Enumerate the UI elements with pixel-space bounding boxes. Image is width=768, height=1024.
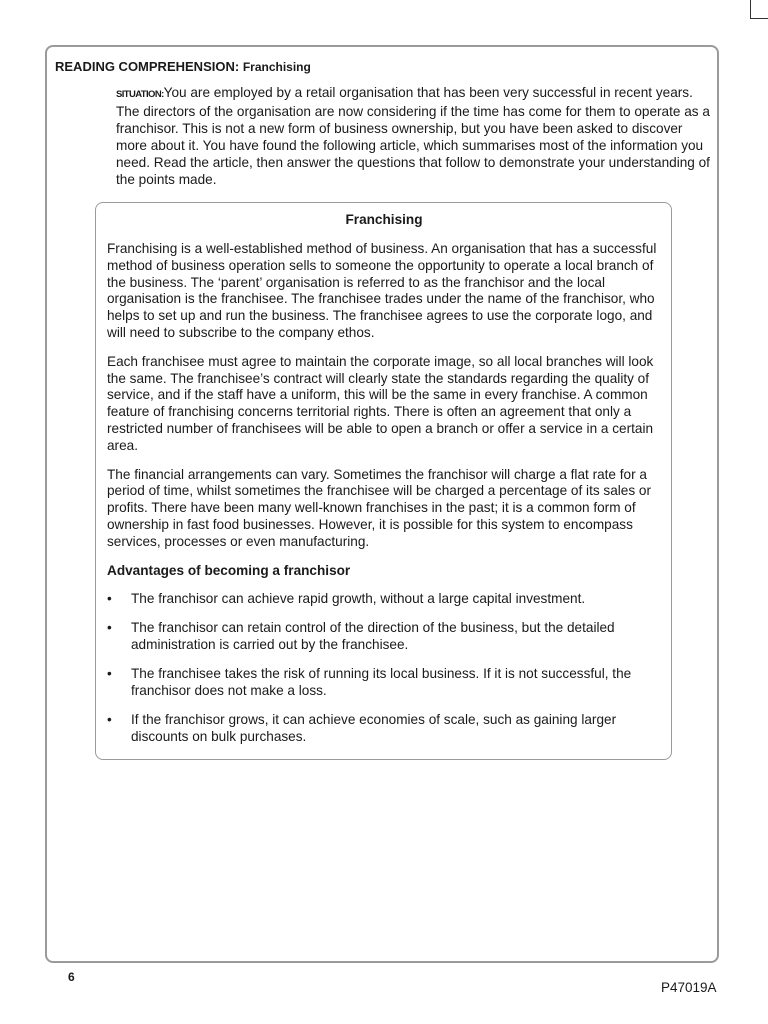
crop-mark-horizontal: [750, 18, 768, 19]
bullet-icon: •: [107, 665, 112, 681]
bullet-icon: •: [107, 619, 112, 635]
article-title: Franchising: [345, 212, 423, 227]
section-heading: [55, 59, 311, 74]
list-item-text: The franchisee takes the risk of running its local business. If it is not successful, the franchisor does not make a loss.: [131, 665, 632, 698]
list-item: [107, 665, 661, 699]
section-topic: Franchising: [242, 60, 311, 74]
list-item: [107, 711, 661, 745]
advantages-heading: Advantages of becoming a franchisor: [107, 562, 351, 578]
section-label: READING COMPREHENSION:: [55, 59, 240, 74]
list-item-text: The franchisor can retain control of the direction of the business, but the detailed administration is carried out by the franchisee.: [131, 619, 615, 652]
bullet-icon: •: [107, 590, 112, 606]
article-paragraph: The financial arrangements can vary. Sometimes the franchisor will charge a flat rate for a period of time, whilst sometimes the franchisee will be charged a percentage of its sales or profits. There have been many well-known franchises in the past; it is a common form of ownership in fast food businesses. However, it is possible for this system to encompass services, processes or even manufacturing.: [107, 466, 652, 549]
list-item: [107, 619, 661, 653]
article-paragraph: Franchising is a well-established method of business. An organisation that has a successful method of business operation sells to someone the opportunity to operate a local branch of the business. The ‘parent’ organisation is referred to as the franchisor and the local organisation is the franchisee. The franchisee trades under the name of the franchisor, who helps to set up and run the business. The franchisee agrees to use the corporate logo, and will need to subscribe to the company ethos.: [107, 241, 657, 340]
article-box: [95, 202, 672, 760]
document-code: P47019A: [661, 980, 717, 995]
bullet-icon: •: [107, 711, 112, 727]
list-item-text: The franchisor can achieve rapid growth, without a large capital investment.: [131, 590, 586, 606]
situation-text: You are employed by a retail organisation that has been very successful in recent years. The directors of the organisation are now considering if the time has come for them to operate as a franchisor. This is not a new form of business ownership, but you have been asked to discover more about it. You have found the following article, which summarises most of the information you need. Read the article, then answer the questions that follow to demonstrate your understanding of the points made.: [116, 85, 710, 188]
crop-mark-vertical: [750, 0, 751, 18]
page-number: 6: [68, 970, 75, 984]
article-paragraph: Each franchisee must agree to maintain the corporate image, so all local branches will look the same. The franchisee’s contract will clearly state the standards regarding the quality of service, and if the staff have a uniform, this will be the same in every franchise. A common feature of franchising concerns territorial rights. There is often an agreement that only a restricted number of franchisees will be able to open a branch or offer a service in a certain area.: [107, 353, 654, 453]
list-item: [107, 590, 661, 607]
situation-paragraph: [116, 84, 712, 189]
situation-label: SITUATION:: [116, 89, 164, 100]
list-item-text: If the franchisor grows, it can achieve economies of scale, such as gaining larger discounts on bulk purchases.: [131, 711, 617, 744]
advantages-list: [107, 590, 661, 745]
